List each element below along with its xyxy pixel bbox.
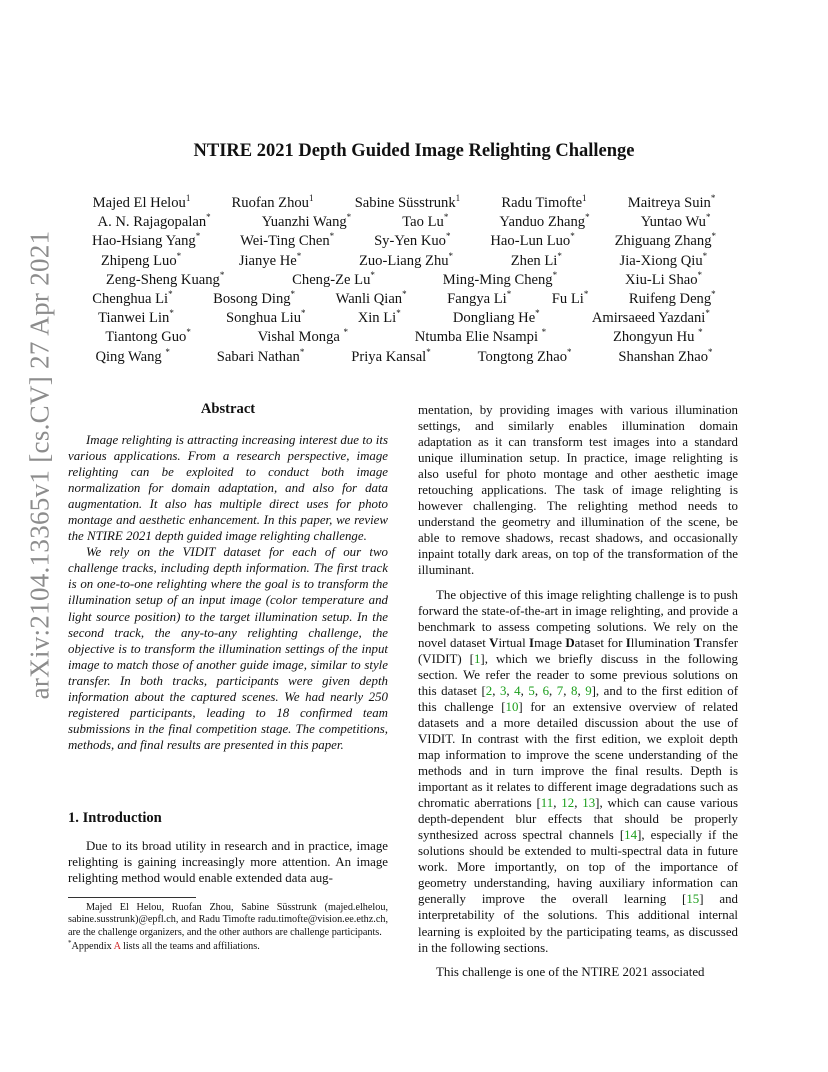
author bbox=[336, 290, 407, 309]
author bbox=[351, 348, 430, 367]
author-affiliation-mark: * bbox=[346, 212, 352, 223]
author-name: Bosong Ding bbox=[213, 290, 291, 307]
author-affiliation-mark: * bbox=[702, 250, 708, 261]
author-affiliation-mark: * bbox=[557, 250, 562, 261]
author-name: Chenghua Li bbox=[92, 290, 169, 307]
author-row bbox=[72, 348, 736, 367]
abstract-paragraph: We rely on the VIDIT dataset for each of our two challenge tracks, including depth information. The first track is on one-to-one relighting where the goal is to transform the illumination setup of an input image (color temperature and light source position) to the target illumination setup. In the second track, the any-to-any relighting challenge, the objective is to transform the illumination settings of the input image to match those of another guide image, similar to style transfer. In both tracks, participants were given depth information about the captured scenes. We had nearly 250 registered participants, leading to 18 confirmed team submissions in the final competition stage. The competitions, methods, and final results are presented in this paper. bbox=[68, 545, 388, 752]
author bbox=[226, 309, 306, 328]
introduction-paragraph: Due to its broad utility in research and in practice, image relighting is gaining increasingly more attention. An image relighting method would enable extended data aug- bbox=[68, 839, 388, 886]
author-affiliation-mark: * bbox=[169, 308, 174, 319]
author-name: Jianye He bbox=[238, 252, 297, 269]
author-name: Ruifeng Deng bbox=[628, 290, 712, 307]
author bbox=[232, 194, 314, 213]
author-name: Maitreya Suin bbox=[627, 195, 711, 211]
author-affiliation-mark: * bbox=[296, 250, 302, 261]
author bbox=[262, 213, 351, 232]
author-affiliation-mark: * bbox=[290, 288, 296, 299]
author bbox=[105, 328, 190, 347]
author-name: Xiu-Li Shao bbox=[624, 271, 698, 288]
author-affiliation-mark: * bbox=[705, 308, 710, 319]
footnote-rule bbox=[68, 897, 196, 898]
author-name: Ming-Ming Cheng bbox=[442, 271, 553, 288]
author-name: Zhiguang Zhang bbox=[614, 233, 712, 250]
author-row bbox=[72, 309, 736, 328]
author-name: Sabine Süsstrunk bbox=[354, 195, 456, 211]
author-affiliation-mark: * bbox=[570, 231, 575, 242]
author-name: Tianwei Lin bbox=[98, 310, 170, 327]
author-affiliation-mark: * bbox=[168, 288, 173, 299]
author-name: Qing Wang bbox=[95, 348, 166, 365]
author-affiliation-mark: * bbox=[343, 327, 349, 338]
author-affiliation-mark: * bbox=[448, 250, 454, 261]
author-name: Yanduo Zhang bbox=[499, 214, 586, 231]
author-row bbox=[72, 194, 736, 213]
body-paragraph: This challenge is one of the NTIRE 2021 associated bbox=[436, 964, 705, 979]
author-affiliation-mark: * bbox=[535, 308, 540, 319]
author-affiliation-mark: * bbox=[219, 269, 225, 280]
author-name: Priya Kansal bbox=[351, 348, 427, 365]
author bbox=[101, 252, 181, 271]
citation-link[interactable]: 7 bbox=[556, 683, 564, 698]
author-affiliation-mark: * bbox=[711, 231, 717, 242]
author-name: Zhen Li bbox=[510, 252, 558, 269]
body-paragraph: The objective of this image relighting challenge is to push forward the state-of-the-art in image relighting, and provide a benchmark to assess competing solutions. We rely on the novel dataset Virtual Image Dataset for Illumination Transfer (VIDIT) [1], which we briefly discuss in the following section. We refer the reader to some previous solutions on this dataset [2, 3, 4, 5, 6, 7, 8, 9], and to the first edition of this challenge [10] for an extensive overview of related datasets and a more detailed discussion about the use of VIDIT. In contrast with the first edition, we exploit depth map information to improve the scene understanding of the methods and in turn improve the final results. Depth is important as it relates to different image degradations such as chromatic aberrations [11, 12, 13], which can cause various depth-dependent blur effects that should be properly synthesized across spectral channels [14], especially if the solutions should be extended to multi-spectral data in future work. More importantly, on top of the importance of geometry understanding, having auxiliary information can generally improve the overall learning [15] and interpretability of the solutions. This additional internal learning is exploited by the participating teams, as discussed in the following sections. bbox=[418, 587, 739, 955]
author-name: Cheng-Ze Lu bbox=[292, 271, 371, 288]
author-affiliation-mark: * bbox=[426, 346, 431, 357]
author bbox=[93, 194, 191, 213]
author-affiliation-mark: * bbox=[698, 327, 703, 338]
arxiv-stamp bbox=[22, 230, 58, 700]
author-affiliation-mark: * bbox=[583, 288, 589, 299]
author-name: Zuo-Liang Zhu bbox=[358, 252, 449, 269]
author-affiliation-mark: * bbox=[396, 308, 401, 319]
author bbox=[615, 232, 716, 251]
author bbox=[95, 348, 169, 367]
author bbox=[511, 252, 562, 271]
author bbox=[239, 252, 301, 271]
author bbox=[98, 309, 174, 328]
introduction-body bbox=[68, 838, 388, 886]
author bbox=[490, 232, 574, 251]
author-name: Wanli Qian bbox=[335, 290, 403, 307]
paper-title: NTIRE 2021 Depth Guided Image Relighting Challenge bbox=[193, 141, 635, 161]
author-affiliation-mark: * bbox=[708, 346, 713, 357]
citation-link[interactable]: 2 bbox=[485, 683, 493, 698]
author bbox=[213, 290, 295, 309]
author-row bbox=[72, 290, 736, 309]
author-affiliation-mark: * bbox=[585, 212, 590, 223]
abstract-paragraph: Image relighting is attracting increasing interest due to its various applications. From a research perspective, image relighting can be exploited to conduct both image normalization for domain adaptation, and also for data augmentation. It also has multiple direct uses for photo montage and aesthetic enhancement. In this paper, we review the NTIRE 2021 depth guided image relighting challenge. bbox=[68, 433, 388, 544]
citation-link[interactable]: 3 bbox=[499, 683, 507, 698]
author-name: Wei-Ting Chen bbox=[240, 233, 330, 250]
author-name: Fangya Li bbox=[447, 290, 507, 307]
author bbox=[641, 213, 711, 232]
author bbox=[443, 271, 557, 290]
author bbox=[106, 271, 224, 290]
citation-link[interactable]: 15 bbox=[686, 892, 700, 907]
author bbox=[620, 252, 708, 271]
citation-link[interactable]: 9 bbox=[585, 683, 592, 698]
appendix-link[interactable]: A bbox=[113, 941, 121, 953]
author bbox=[98, 213, 211, 232]
author-name: Amirsaeed Yazdani bbox=[591, 310, 706, 327]
author-name: Zhipeng Luo bbox=[100, 252, 177, 269]
author-affiliation-mark: * bbox=[445, 231, 451, 242]
author-name: Hao-Hsiang Yang bbox=[91, 233, 196, 250]
author-name: Vishal Monga bbox=[257, 329, 344, 346]
author-affiliation-mark: * bbox=[506, 288, 512, 299]
author bbox=[402, 213, 448, 232]
author-list bbox=[72, 194, 736, 367]
citation-link[interactable]: 5 bbox=[528, 683, 535, 698]
citation-link[interactable]: 13 bbox=[582, 796, 596, 811]
author-affiliation-mark: * bbox=[552, 269, 558, 280]
author-affiliation-mark: * bbox=[186, 327, 191, 338]
body-paragraph: mentation, by providing images with various illumination settings, and similarly enables illumination domain adaptation as it can transform test images into a standard unique illumination setup. In practice, image relighting is also useful for photo montage and other aesthetic image retouching applications. The task of image relighting is however challenging. The relighting method needs to understand the geometry and illumination of the scene, be able to remove shadows, recast shadows, and occasionally inpaint totally dark areas, on top of the transformation of the illuminant. bbox=[418, 403, 738, 578]
author-affiliation-mark: * bbox=[165, 346, 170, 357]
author bbox=[217, 348, 305, 367]
author-affiliation-mark: * bbox=[206, 212, 211, 223]
author bbox=[358, 309, 401, 328]
author-row bbox=[72, 252, 736, 271]
citation-link[interactable]: 1 bbox=[473, 651, 481, 666]
citation-link[interactable]: 8 bbox=[570, 683, 578, 698]
author-row bbox=[72, 213, 736, 232]
author bbox=[625, 271, 702, 290]
abstract-heading: Abstract bbox=[200, 401, 256, 417]
footnote-appendix: *Appendix A lists all the teams and affiliations. bbox=[68, 939, 260, 953]
author bbox=[618, 348, 712, 367]
section-heading-introduction: 1. Introduction bbox=[68, 810, 162, 826]
author bbox=[592, 309, 710, 328]
author bbox=[258, 328, 348, 347]
author-affiliation-mark: * bbox=[711, 288, 716, 299]
citation-link[interactable]: 14 bbox=[624, 828, 638, 843]
author bbox=[501, 194, 586, 213]
author bbox=[552, 290, 589, 309]
author bbox=[240, 232, 334, 251]
author-affiliation-mark: * bbox=[299, 346, 305, 357]
arxiv-stamp-text: arXiv:2104.13365v1 [cs.CV] 27 Apr 2021 bbox=[24, 230, 55, 700]
author-affiliation-mark: * bbox=[329, 231, 335, 242]
author bbox=[359, 252, 453, 271]
author-name: Tongtong Zhao bbox=[477, 348, 568, 365]
citation-link[interactable]: 4 bbox=[514, 683, 521, 698]
author-name: Jia-Xiong Qiu bbox=[619, 252, 703, 269]
author-affiliation-mark: * bbox=[567, 346, 572, 357]
citation-link[interactable]: 11 bbox=[540, 796, 554, 811]
citation-link[interactable]: 12 bbox=[561, 796, 575, 811]
author-affiliation-mark: * bbox=[176, 250, 182, 261]
author-affiliation-mark: * bbox=[541, 327, 547, 338]
author-name: Sy-Yen Kuo bbox=[374, 233, 446, 250]
author-affiliation-mark: 1 bbox=[185, 193, 191, 203]
author-name: Fu Li bbox=[551, 290, 584, 307]
footnote bbox=[68, 902, 388, 954]
author bbox=[478, 348, 572, 367]
citation-link[interactable]: 10 bbox=[505, 699, 519, 714]
author-name: Songhua Liu bbox=[226, 310, 301, 327]
author-name: Hao-Lun Luo bbox=[490, 233, 571, 250]
author-affiliation-mark: 1 bbox=[455, 193, 461, 203]
author-affiliation-mark: * bbox=[370, 269, 375, 280]
author-name: Radu Timofte bbox=[501, 195, 583, 211]
author bbox=[453, 309, 540, 328]
author-name: Yuanzhi Wang bbox=[261, 214, 347, 231]
author-name: Shanshan Zhao bbox=[618, 348, 708, 365]
author-name: Majed El Helou bbox=[92, 195, 186, 211]
citation-link[interactable]: 6 bbox=[542, 683, 550, 698]
author-row bbox=[72, 271, 736, 290]
author-name: Zhongyun Hu bbox=[612, 329, 699, 346]
author-row bbox=[72, 328, 736, 347]
author bbox=[447, 290, 511, 309]
author-name: Ruofan Zhou bbox=[231, 195, 309, 211]
author-affiliation-mark: 1 bbox=[582, 193, 587, 203]
author bbox=[628, 194, 716, 213]
author bbox=[355, 194, 460, 213]
author-affiliation-mark: * bbox=[710, 193, 716, 203]
right-column bbox=[418, 402, 738, 980]
author-affiliation-mark: * bbox=[697, 269, 703, 280]
author-affiliation-mark: * bbox=[402, 288, 407, 299]
author-row bbox=[72, 232, 736, 251]
author bbox=[613, 328, 703, 347]
author bbox=[629, 290, 716, 309]
author-affiliation-mark: * bbox=[705, 212, 711, 223]
author bbox=[92, 232, 200, 251]
author bbox=[92, 290, 172, 309]
footnote-organizers: Majed El Helou, Ruofan Zhou, Sabine Süsstrunk (majed.elhelou, sabine.susstrunk)@epfl.ch, and Radu Timofte radu.timofte@vision.ee.ethz.ch, are the challenge organizers, and the other authors are challenge participants. bbox=[68, 902, 388, 938]
author-name: Tao Lu bbox=[402, 214, 444, 231]
author-name: Dongliang He bbox=[452, 310, 536, 327]
author-affiliation-mark: * bbox=[443, 212, 449, 223]
author bbox=[374, 232, 450, 251]
author-name: A. N. Rajagopalan bbox=[97, 214, 207, 231]
author-name: Tiantong Guo bbox=[105, 329, 187, 346]
author-affiliation-mark: 1 bbox=[308, 193, 314, 203]
author bbox=[292, 271, 375, 290]
author-name: Xin Li bbox=[357, 310, 397, 327]
abstract-body bbox=[68, 432, 388, 753]
author bbox=[415, 328, 546, 347]
author-affiliation-mark: * bbox=[195, 231, 201, 242]
author-name: Sabari Nathan bbox=[216, 348, 300, 365]
author-name: Ntumba Elie Nsampi bbox=[414, 329, 542, 346]
author-name: Yuntao Wu bbox=[640, 214, 706, 231]
author-name: Zeng-Sheng Kuang bbox=[105, 271, 220, 288]
author-affiliation-mark: * bbox=[301, 308, 306, 319]
author bbox=[499, 213, 589, 232]
